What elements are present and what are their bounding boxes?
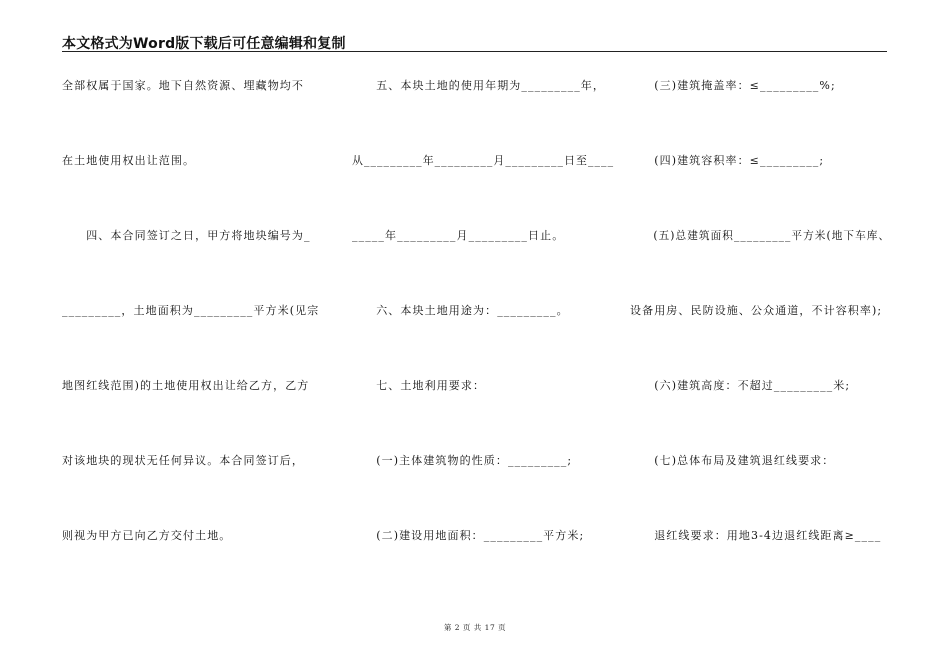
- page-number: 第 2 页 共 17 页: [443, 623, 507, 632]
- text-column-2: [352, 0, 614, 672]
- text-line: 四、本合同签订之日，甲方将地块编号为_: [62, 229, 311, 242]
- text-line: 则视为甲方已向乙方交付土地。: [62, 529, 232, 542]
- text-line: (二)建设用地面积：_________平方米;: [352, 529, 585, 542]
- text-line: 在土地使用权出让范围。: [62, 154, 196, 167]
- text-line: 从_________年_________月_________日至____: [352, 154, 615, 167]
- text-line: (四)建筑容积率：≤_________;: [630, 154, 825, 167]
- text-line: 五、本块土地的使用年期为_________年，: [352, 79, 605, 92]
- text-line: _____年_________月_________日止。: [352, 229, 565, 242]
- text-line: (七)总体布局及建筑退红线要求：: [630, 454, 835, 467]
- text-column-1: [62, 0, 328, 672]
- text-line: (三)建筑掩盖率：≤_________%;: [630, 79, 836, 92]
- header-title: 本文格式为Word版下载后可任意编辑和复制: [62, 36, 346, 52]
- text-line: 七、土地利用要求：: [352, 379, 486, 392]
- text-line: 全部权属于国家。地下自然资源、埋藏物均不: [62, 79, 304, 92]
- text-line: (一)主体建筑物的性质：_________;: [352, 454, 573, 467]
- text-line: 退红线要求：用地3-4边退红线距离≥____: [630, 529, 882, 542]
- text-column-3: [630, 0, 890, 672]
- text-line: (五)总建筑面积_________平方米(地下车库、: [630, 229, 891, 242]
- text-line: (六)建筑高度：不超过_________米;: [630, 379, 851, 392]
- text-line: 对该地块的现状无任何异议。本合同签订后，: [62, 454, 304, 467]
- text-line: _________，土地面积为_________平方米(见宗: [62, 304, 320, 317]
- text-line: 六、本块土地用途为：_________。: [352, 304, 569, 317]
- text-line: 地图红线范围)的土地使用权出让给乙方，乙方: [62, 379, 310, 392]
- text-line: 设备用房、民防设施、公众通道，不计容积率);: [630, 304, 883, 317]
